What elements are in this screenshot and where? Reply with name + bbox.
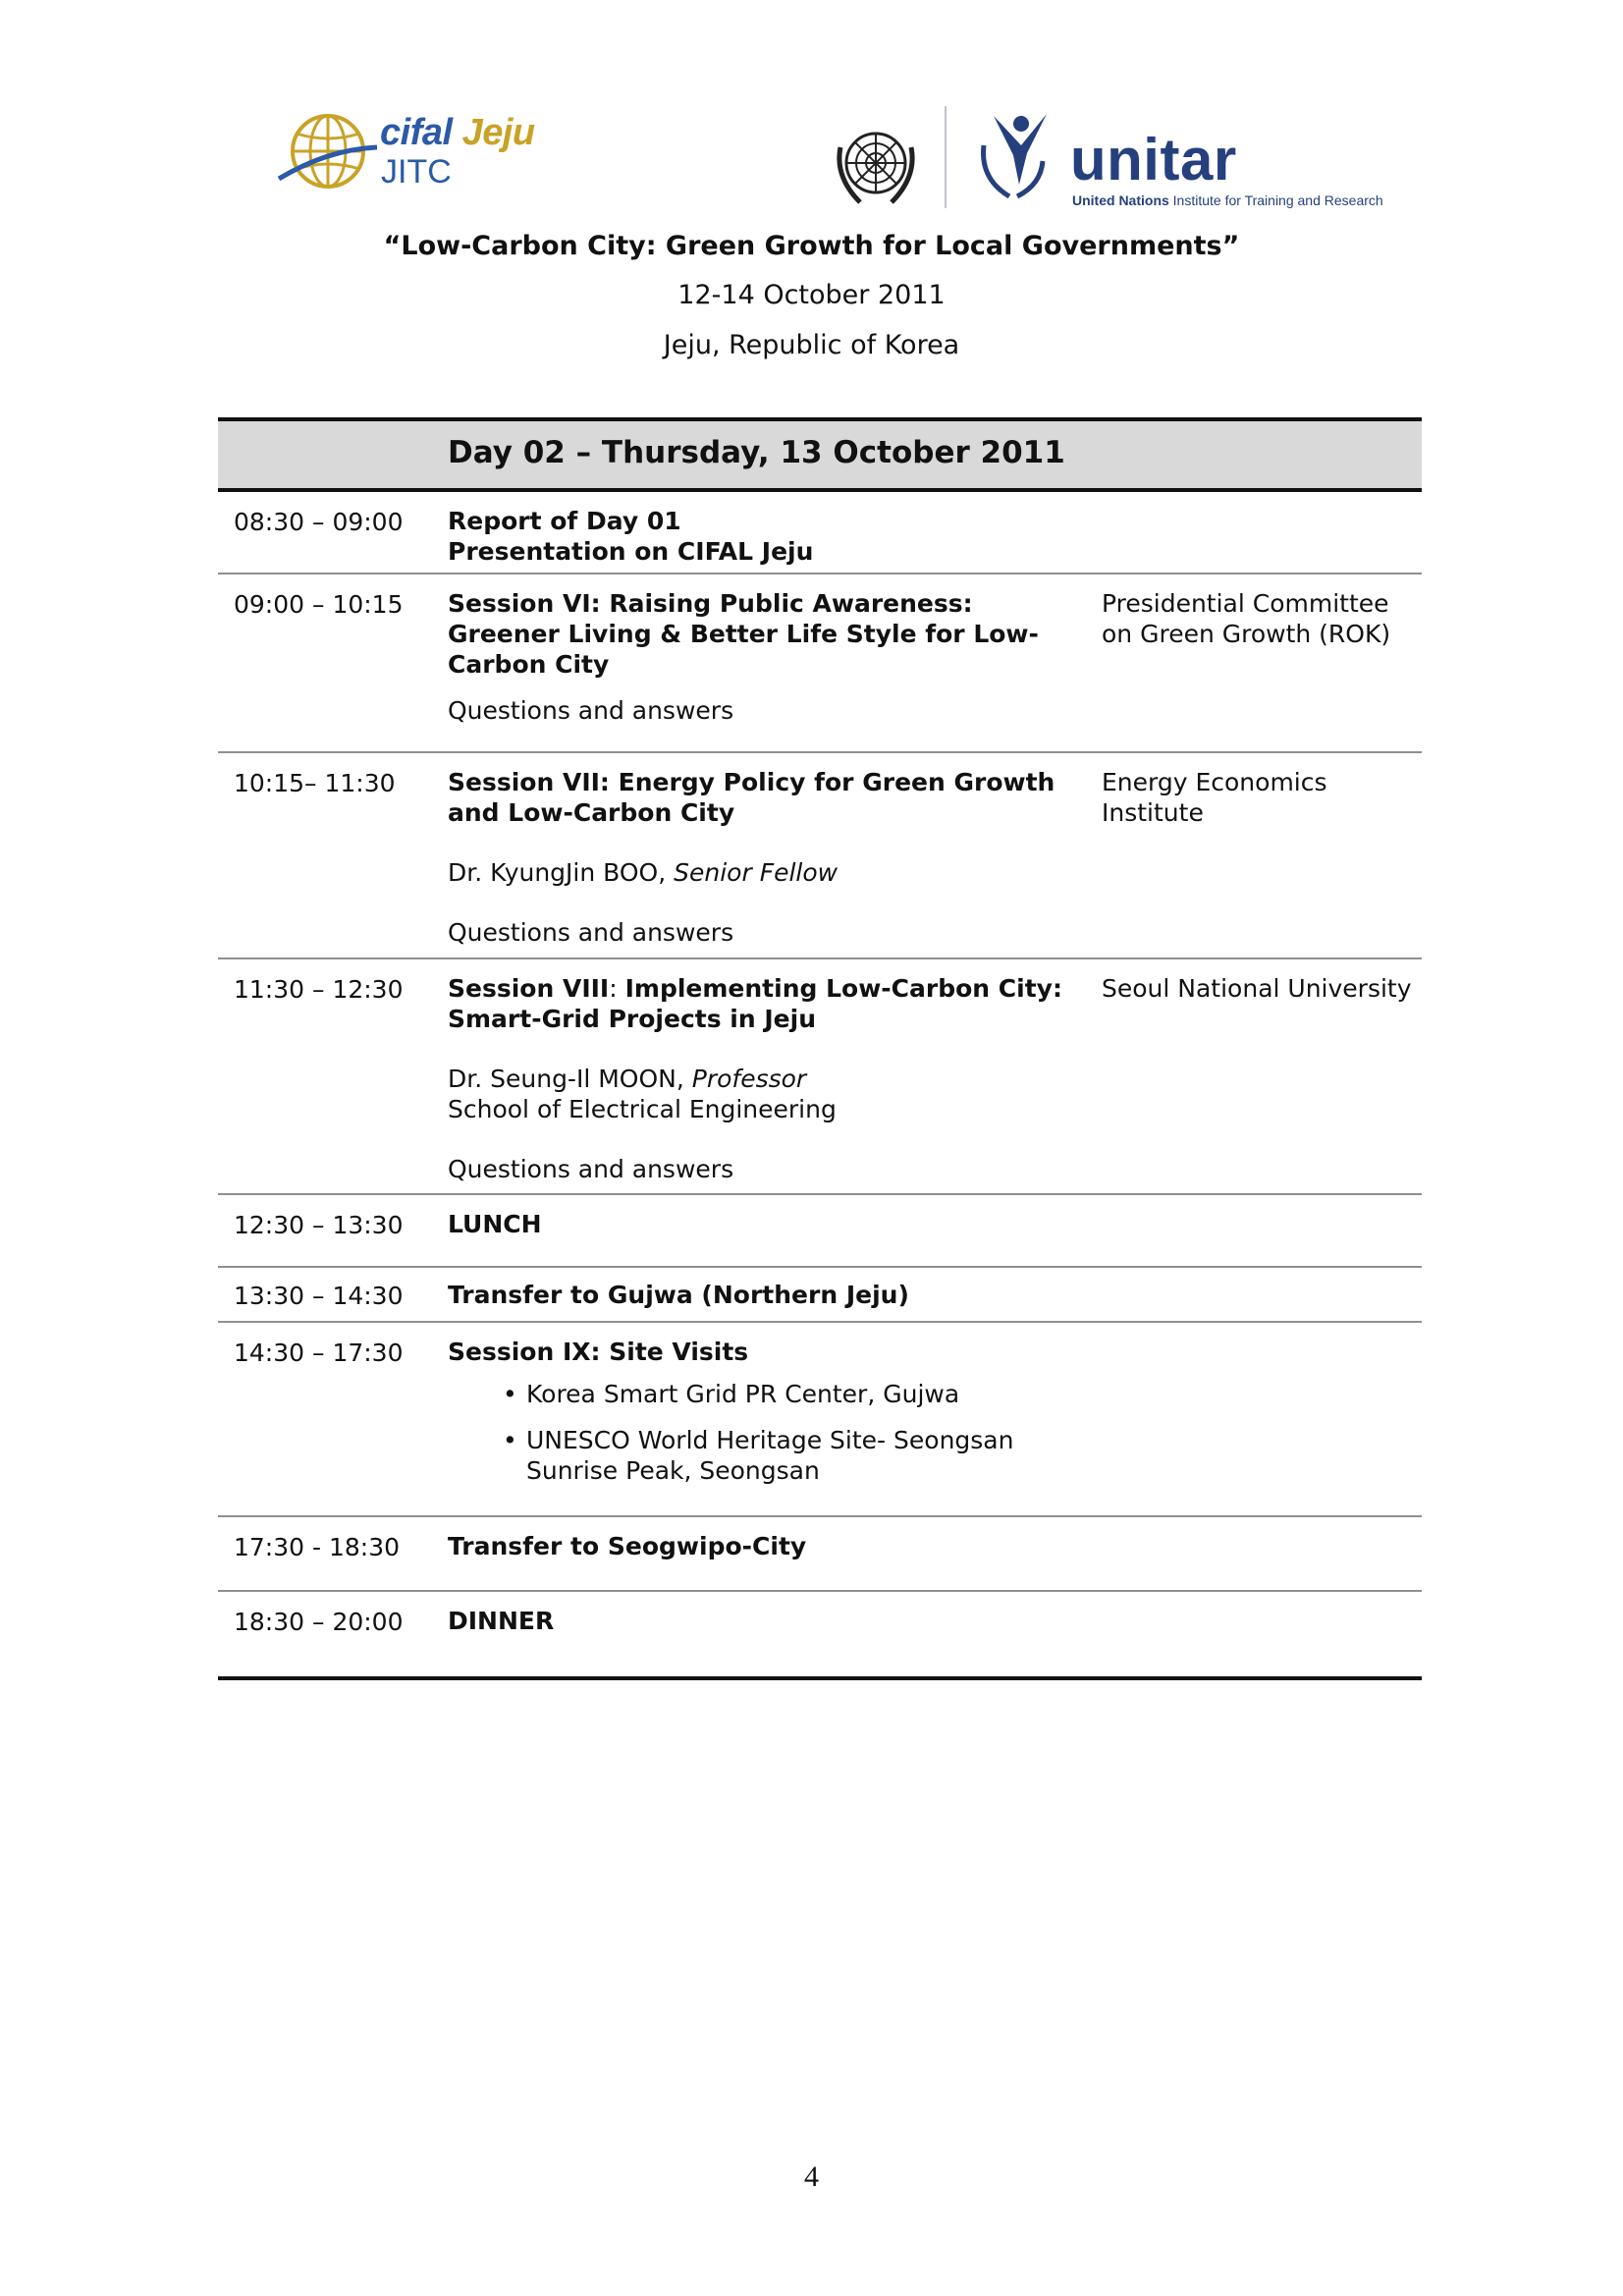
unitar-logo [964,102,1396,218]
table-row [218,492,1422,574]
row-time: 14:30 – 17:30 [234,1339,404,1367]
row-title: Transfer to Gujwa (Northern Jeju) [448,1281,909,1309]
row-time: 09:00 – 10:15 [234,590,404,619]
row-time: 13:30 – 14:30 [234,1282,404,1310]
row-time: 18:30 – 20:00 [234,1608,404,1636]
list-item [448,1425,1037,1486]
row-time: 08:30 – 09:00 [234,508,404,536]
row-time: 10:15– 11:30 [234,769,396,797]
event-location: Jeju, Republic of Korea [663,330,960,360]
row-content [448,1337,1076,1502]
bullet-icon: • [503,1426,517,1454]
list-item-text: Korea Smart Grid PR Center, Gujwa [526,1380,960,1408]
row-organization: Presidential Committee on Green Growth (ROK) [1102,589,1391,648]
unitar-tag-bold: United Nations [1072,192,1169,208]
site-visit-list [448,1379,1076,1486]
event-title: “Low-Carbon City: Green Growth for Local Governments” [383,231,1240,261]
unitar-tagline [1072,192,1383,208]
row-title-rest: Implementing Low-Carbon City: Smart-Grid Projects in Jeju [448,974,1062,1033]
row-title: Session IX: Site Visits [448,1338,749,1366]
list-item-text: UNESCO World Heritage Site- Seongsan Sunrise Peak, Seongsan [526,1426,1014,1485]
row-title: Session VI: Raising Public Awareness: Greener Living & Better Life Style for Low-Carbon City [448,589,1039,679]
table-row [218,753,1422,959]
table-row [218,1323,1422,1517]
row-organization: Seoul National University [1102,974,1412,1003]
row-title: Session VII: Energy Policy for Green Growth and Low-Carbon City [448,768,1055,827]
row-title: Report of Day 01 [448,507,681,535]
row-content [448,767,1076,948]
speaker-department: School of Electrical Engineering [448,1095,837,1123]
row-qa: Questions and answers [448,696,734,725]
row-title: Transfer to Seogwipo-City [448,1532,807,1560]
unitar-tag-rest: Institute for Training and Research [1168,192,1383,208]
row-title-bold: Session VIII [448,974,610,1003]
table-row [218,1517,1422,1592]
bullet-icon: • [503,1380,517,1408]
cifal-word: cifal [380,112,453,153]
cifal-jeju-logo [277,108,571,196]
table-row [218,1592,1422,1680]
row-content [448,506,1076,567]
row-time: 11:30 – 12:30 [234,975,404,1004]
row-title-sep: : [609,974,625,1003]
row-title: LUNCH [448,1210,542,1238]
jeju-word: Jeju [461,112,535,153]
row-qa: Questions and answers [448,1155,734,1183]
day-label: Day 02 – Thursday, 13 October 2011 [448,435,1065,470]
table-row [218,959,1422,1195]
row-title-2: Presentation on CIFAL Jeju [448,537,814,566]
day-header [218,417,1422,492]
table-row [218,1268,1422,1323]
row-title [448,973,1076,1034]
event-dates: 12-14 October 2011 [677,280,946,310]
unitar-word: unitar [1070,127,1237,192]
speaker-name: Dr. Seung-Il MOON, [448,1065,692,1093]
row-organization: Energy Economics Institute [1102,768,1327,827]
speaker-role: Senior Fellow [674,858,839,887]
table-row [218,1195,1422,1268]
speaker-role: Professor [691,1065,807,1093]
row-time: 17:30 - 18:30 [234,1533,401,1561]
speaker-name: Dr. KyungJin BOO, [448,858,675,887]
table-row [218,574,1422,753]
row-content [448,973,1076,1184]
un-emblem-icon [831,118,921,208]
row-title: DINNER [448,1607,555,1635]
jitc-word: JITC [381,153,452,191]
list-item [448,1379,1076,1409]
agenda-table [218,417,1422,1680]
row-time: 12:30 – 13:30 [234,1211,404,1239]
logo-divider [945,106,947,208]
globe-icon [277,110,379,192]
row-speaker [448,1064,1076,1094]
row-content [448,588,1076,726]
row-speaker [448,857,1076,888]
page-number: 4 [804,2160,819,2193]
row-qa: Questions and answers [448,918,734,947]
unitar-figure-icon [964,106,1062,204]
